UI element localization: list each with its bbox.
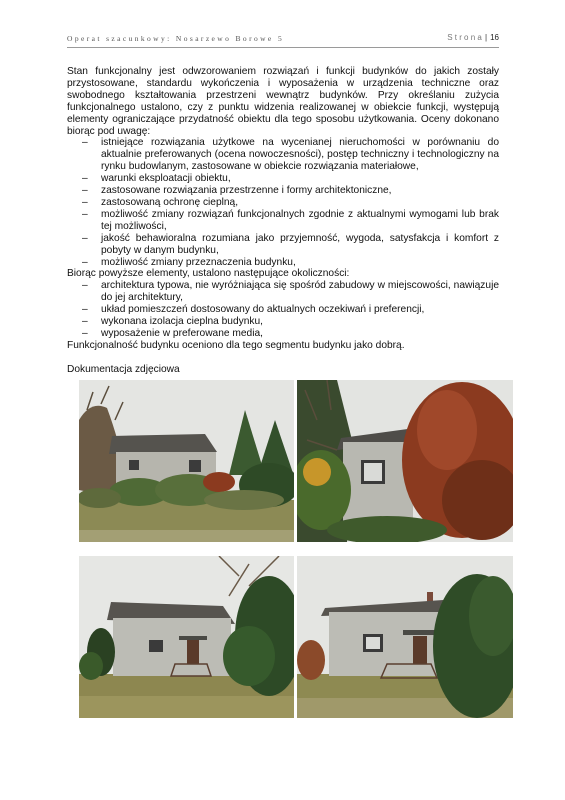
factors-list [67, 137, 499, 268]
photo-section-title: Dokumentacja zdjęciowa [67, 363, 180, 375]
header-page-label: Strona [447, 33, 485, 42]
rear-view-photo [79, 556, 294, 718]
findings-list [67, 280, 499, 340]
finding-item: – wykonana izolacja cieplna budynku, [101, 316, 499, 328]
finding-item: – układ pomieszczeń dostosowany do aktualnych oczekiwań i preferencji, [101, 304, 499, 316]
factor-item: – możliwość zmiany rozwiązań funkcjonalnych zgodnie z aktualnymi wymogami lub brak tej możliwości, [101, 209, 499, 233]
factor-item: – jakość behawioralna rozumiana jako przyjemność, wygoda, satysfakcja i komfort z pobyty w danym budynku, [101, 233, 499, 257]
front-view-photo [79, 380, 294, 542]
page-header [67, 33, 499, 48]
finding-item: – wyposażenie w preferowane media, [101, 328, 499, 340]
factor-item: – zastosowane rozwiązania przestrzenne i formy architektoniczne, [101, 185, 499, 197]
header-document-title: Operat szacunkowy: Nosarzewo Borowe 5 [67, 34, 285, 43]
document-body [67, 66, 499, 376]
header-separator: | [485, 33, 488, 42]
factor-item: – warunki eksploatacji obiektu, [101, 173, 499, 185]
findings-intro: Biorąc powyższe elementy, ustalono następujące okoliczności: [67, 268, 350, 280]
finding-item: – architektura typowa, nie wyróżniająca się spośród zabudowy w miejscowości, nawiązuje do jej architektury, [101, 280, 499, 304]
factor-item: – istniejące rozwiązania użytkowe na wycenianej nieruchomości w porównaniu do aktualnie preferowanych (ocena nowoczesności), postęp techniczny i technologiczny na rynku budowlanym, zastosowane w obiekcie rozwiązania materiałowe, [101, 137, 499, 173]
factor-item: – możliwość zmiany przeznaczenia budynku, [101, 257, 499, 269]
side-entrance-view-photo [297, 556, 513, 718]
intro-paragraph: Stan funkcjonalny jest odwzorowaniem rozwiązań i funkcji budynków do jakich zostały przystosowane, standardu wykończenia i wyposażenia w urządzenia techniczne oraz swobodnego kształtowania przestrzeni wewnątrz budynków. Przy określaniu zużycia funkcjonalnego ustalono, czy z punktu widzenia realizowanej w obiekcie funkcji, występują elementy ograniczające przydatność obiektu dla tego sposobu użytkowania. Oceny dokonano biorąc pod uwagę: [67, 66, 499, 137]
photo-grid [79, 380, 514, 718]
header-page-indicator [447, 33, 499, 42]
conclusion-paragraph: Funkcjonalność budynku oceniono dla tego segmentu budynku jako dobrą. [67, 339, 405, 351]
header-page-number: 16 [490, 33, 499, 42]
side-view-with-trees-photo [297, 380, 513, 542]
factor-item: – zastosowaną ochronę cieplną, [101, 197, 499, 209]
